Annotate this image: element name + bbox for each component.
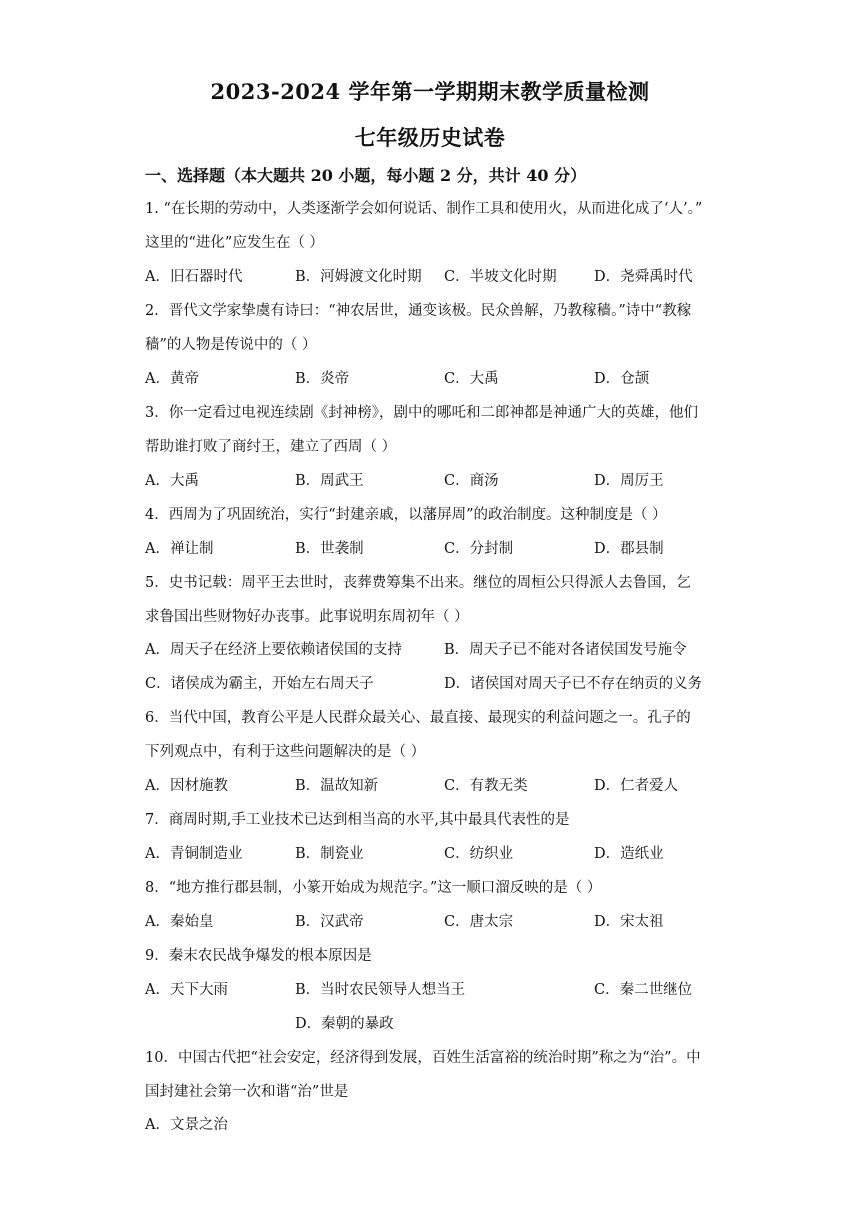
question-8-option-b: B．汉武帝: [295, 914, 364, 930]
question-7-option-a: A．青铜制造业: [145, 846, 243, 862]
question-1-line-1: 1. “在长期的劳动中，人类逐渐学会如何说话、制作工具和使用火，从而进化成了‘人’。”: [145, 201, 703, 217]
question-2-option-b: B．炎帝: [295, 371, 350, 387]
question-8-option-a: A．秦始皇: [145, 914, 214, 930]
question-4-line-1: 4．西周为了巩固统治，实行“封建亲戚，以藩屏周”的政治制度。这种制度是（ ）: [145, 507, 667, 523]
question-2-line-2: 穑”的人物是传说中的（ ）: [145, 337, 317, 353]
question-6-option-a: A．因材施教: [145, 778, 228, 794]
question-2-option-d: D．仓颉: [594, 371, 650, 387]
question-1-option-b: B．河姆渡文化时期: [295, 269, 422, 285]
question-7-option-d: D．造纸业: [594, 846, 664, 862]
question-3-line-1: 3．你一定看过电视连续剧《封神榜》，剧中的哪吒和二郎神都是神通广大的英雄，他们: [145, 405, 698, 421]
question-3-option-c: C．商汤: [444, 473, 499, 489]
question-7-line-1: 7．商周时期,手工业技术已达到相当高的水平,其中最具代表性的是: [145, 812, 570, 828]
question-9-line-1: 9．秦末农民战争爆发的根本原因是: [145, 948, 372, 964]
question-8-option-d: D．宋太祖: [594, 914, 664, 930]
question-9-option-c: C．秦二世继位: [594, 982, 693, 998]
question-10-line-2: 国封建社会第一次和谐“治”世是: [145, 1084, 349, 1100]
question-1-option-a: A．旧石器时代: [145, 269, 243, 285]
question-3-option-d: D．周厉王: [594, 473, 664, 489]
question-8-option-c: C．唐太宗: [444, 914, 514, 930]
question-5-option-c: C．诸侯成为霸主，开始左右周天子: [145, 676, 374, 692]
question-8-line-1: 8．“地方推行郡县制，小篆开始成为规范字。”这一顺口溜反映的是（ ）: [145, 880, 602, 896]
question-1-option-c: C．半坡文化时期: [444, 269, 557, 285]
question-2-line-1: 2．晋代文学家挚虞有诗曰：“神农居世，通变该极。民众兽解，乃教稼穑。”诗中“教稼: [145, 303, 692, 319]
question-6-line-2: 下列观点中，有利于这些问题解决的是（ ）: [145, 744, 426, 760]
exam-title: 2023-2024 学年第一学期期末教学质量检测: [210, 79, 650, 104]
question-2-option-a: A．黄帝: [145, 371, 199, 387]
question-3-option-b: B．周武王: [295, 473, 364, 489]
question-1-option-d: D．尧舜禹时代: [594, 269, 693, 285]
question-5-line-2: 求鲁国出些财物好办丧事。此事说明东周初年（ ）: [145, 609, 469, 625]
section-heading: 一、选择题（本大题共 20 小题，每小题 2 分，共计 40 分）: [145, 166, 587, 185]
question-6-option-d: D．仁者爱人: [594, 778, 679, 794]
question-6-option-c: C．有教无类: [444, 778, 528, 794]
question-3-option-a: A．大禹: [145, 473, 199, 489]
exam-subtitle: 七年级历史试卷: [354, 125, 506, 150]
question-9-option-b: B．当时农民领导人想当王: [295, 982, 466, 998]
question-5-line-1: 5．史书记载：周平王去世时，丧葬费筹集不出来。继位的周桓公只得派人去鲁国，乞: [145, 575, 691, 591]
question-5-option-a: A．周天子在经济上要依赖诸侯国的支持: [145, 642, 402, 658]
question-3-line-2: 帮助谁打败了商纣王，建立了西周（ ）: [145, 439, 397, 455]
question-10-line-1: 10．中国古代把“社会安定，经济得到发展，百姓生活富裕的统治时期”称之为“治”。中: [145, 1050, 701, 1066]
question-1-line-2: 这里的“进化”应发生在（ ）: [145, 235, 324, 251]
question-10-option-a: A．文景之治: [145, 1117, 228, 1133]
question-5-option-d: D．诸侯国对周天子已不存在纳贡的义务: [444, 676, 703, 692]
question-7-option-c: C．纺织业: [444, 846, 514, 862]
question-4-option-a: A．禅让制: [145, 541, 214, 557]
question-2-option-c: C．大禹: [444, 371, 499, 387]
question-4-option-c: C．分封制: [444, 541, 514, 557]
question-6-option-b: B．温故知新: [295, 778, 379, 794]
question-9-option-a: A．天下大雨: [145, 982, 228, 998]
question-9-option-d: D．秦朝的暴政: [295, 1016, 394, 1032]
question-7-option-b: B．制瓷业: [295, 846, 364, 862]
question-4-option-b: B．世袭制: [295, 541, 364, 557]
question-6-line-1: 6．当代中国，教育公平是人民群众最关心、最直接、最现实的利益问题之一。孔子的: [145, 710, 691, 726]
question-5-option-b: B．周天子已不能对各诸侯国发号施令: [444, 642, 687, 658]
question-4-option-d: D．郡县制: [594, 541, 664, 557]
